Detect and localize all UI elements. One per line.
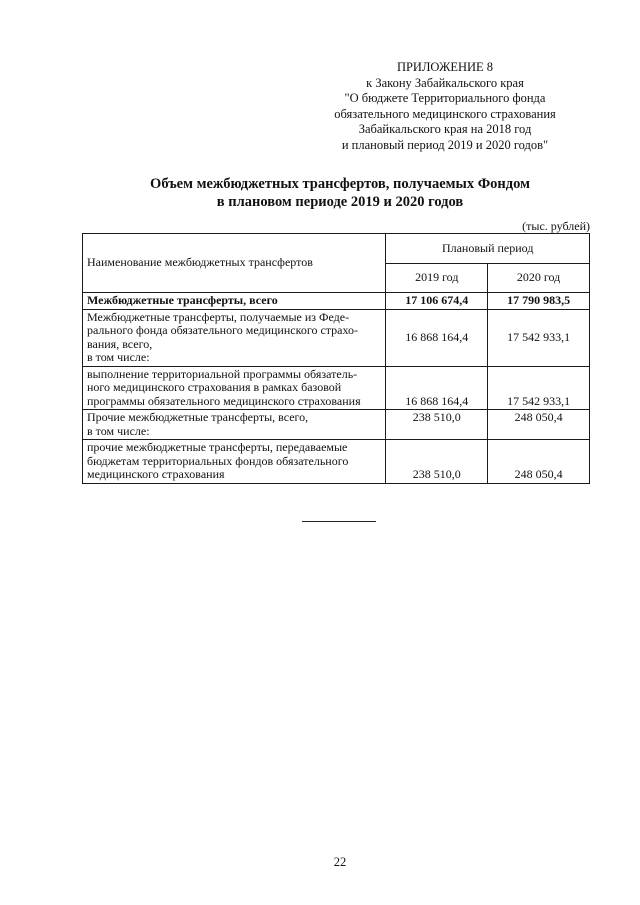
header-name-cell: Наименование межбюджетных трансфертов — [83, 234, 386, 293]
table-header-row — [83, 234, 590, 264]
value-2019-cell: 16 868 164,4 — [386, 309, 488, 366]
header-year-2019-cell: 2019 год — [386, 263, 488, 293]
appendix-block — [300, 60, 590, 153]
value-2020-cell: 17 542 933,1 — [488, 366, 590, 410]
document-title — [90, 175, 590, 211]
table-row — [83, 366, 590, 410]
value-2019-cell: 17 106 674,4 — [386, 293, 488, 310]
table-row — [83, 410, 590, 440]
row-name-line: Межбюджетные трансферты, получаемые из Феде- — [87, 309, 350, 324]
row-name-line: Межбюджетные трансферты, всего — [87, 293, 278, 307]
row-name-line: программы обязательного медицинского страхования — [87, 393, 361, 408]
table-row — [83, 293, 590, 310]
appendix-line: обязательного медицинского страхования — [334, 106, 556, 121]
header-period-cell: Плановый период — [386, 234, 590, 264]
row-name-line: Прочие межбюджетные трансферты, всего, — [87, 410, 309, 424]
appendix-line: ПРИЛОЖЕНИЕ 8 — [396, 60, 494, 74]
row-name-cell — [83, 440, 386, 484]
row-name-line: медицинского страхования — [87, 467, 225, 481]
row-name-cell — [83, 309, 386, 366]
table-row — [83, 440, 590, 484]
value-2020-cell: 17 542 933,1 — [488, 309, 590, 366]
value-2020-cell: 17 790 983,5 — [488, 293, 590, 310]
appendix-line: и плановый период 2019 и 2020 годов" — [341, 137, 549, 152]
row-name-line: рального фонда обязательного медицинского страхо- — [87, 323, 359, 337]
value-2019-cell: 16 868 164,4 — [386, 366, 488, 410]
title-line: Объем межбюджетных трансфертов, получаемых Фондом — [150, 176, 530, 192]
separator-line — [302, 521, 376, 522]
row-name-line: ного медицинского страхования в рамках базовой — [87, 380, 342, 394]
row-name-line: выполнение территориальной программы обязатель- — [87, 366, 358, 381]
title-line: в плановом периоде 2019 и 2020 годов — [216, 194, 464, 210]
value-2020-cell: 248 050,4 — [488, 440, 590, 484]
value-2020-cell: 248 050,4 — [488, 410, 590, 440]
units-label: (тыс. рублей) — [522, 219, 590, 233]
row-name-cell — [83, 366, 386, 410]
appendix-line: Забайкальского края на 2018 год — [358, 122, 532, 136]
appendix-line: "О бюджете Территориального фонда — [344, 91, 546, 105]
row-name-line: в том числе: — [87, 350, 150, 364]
row-name-line: прочие межбюджетные трансферты, передаваемые — [87, 440, 348, 454]
transfers-table — [82, 233, 590, 484]
row-name-line: в том числе: — [87, 423, 150, 438]
value-2019-cell: 238 510,0 — [386, 410, 488, 440]
table-row — [83, 309, 590, 366]
header-year-2020-cell: 2020 год — [488, 263, 590, 293]
page-number: 22 — [333, 855, 347, 869]
appendix-line: к Закону Забайкальского края — [366, 75, 524, 90]
row-name-line: вания, всего, — [87, 336, 153, 351]
value-2019-cell: 238 510,0 — [386, 440, 488, 484]
row-name-cell — [83, 293, 386, 310]
row-name-cell — [83, 410, 386, 440]
row-name-line: бюджетам территориальных фондов обязательного — [87, 453, 349, 468]
